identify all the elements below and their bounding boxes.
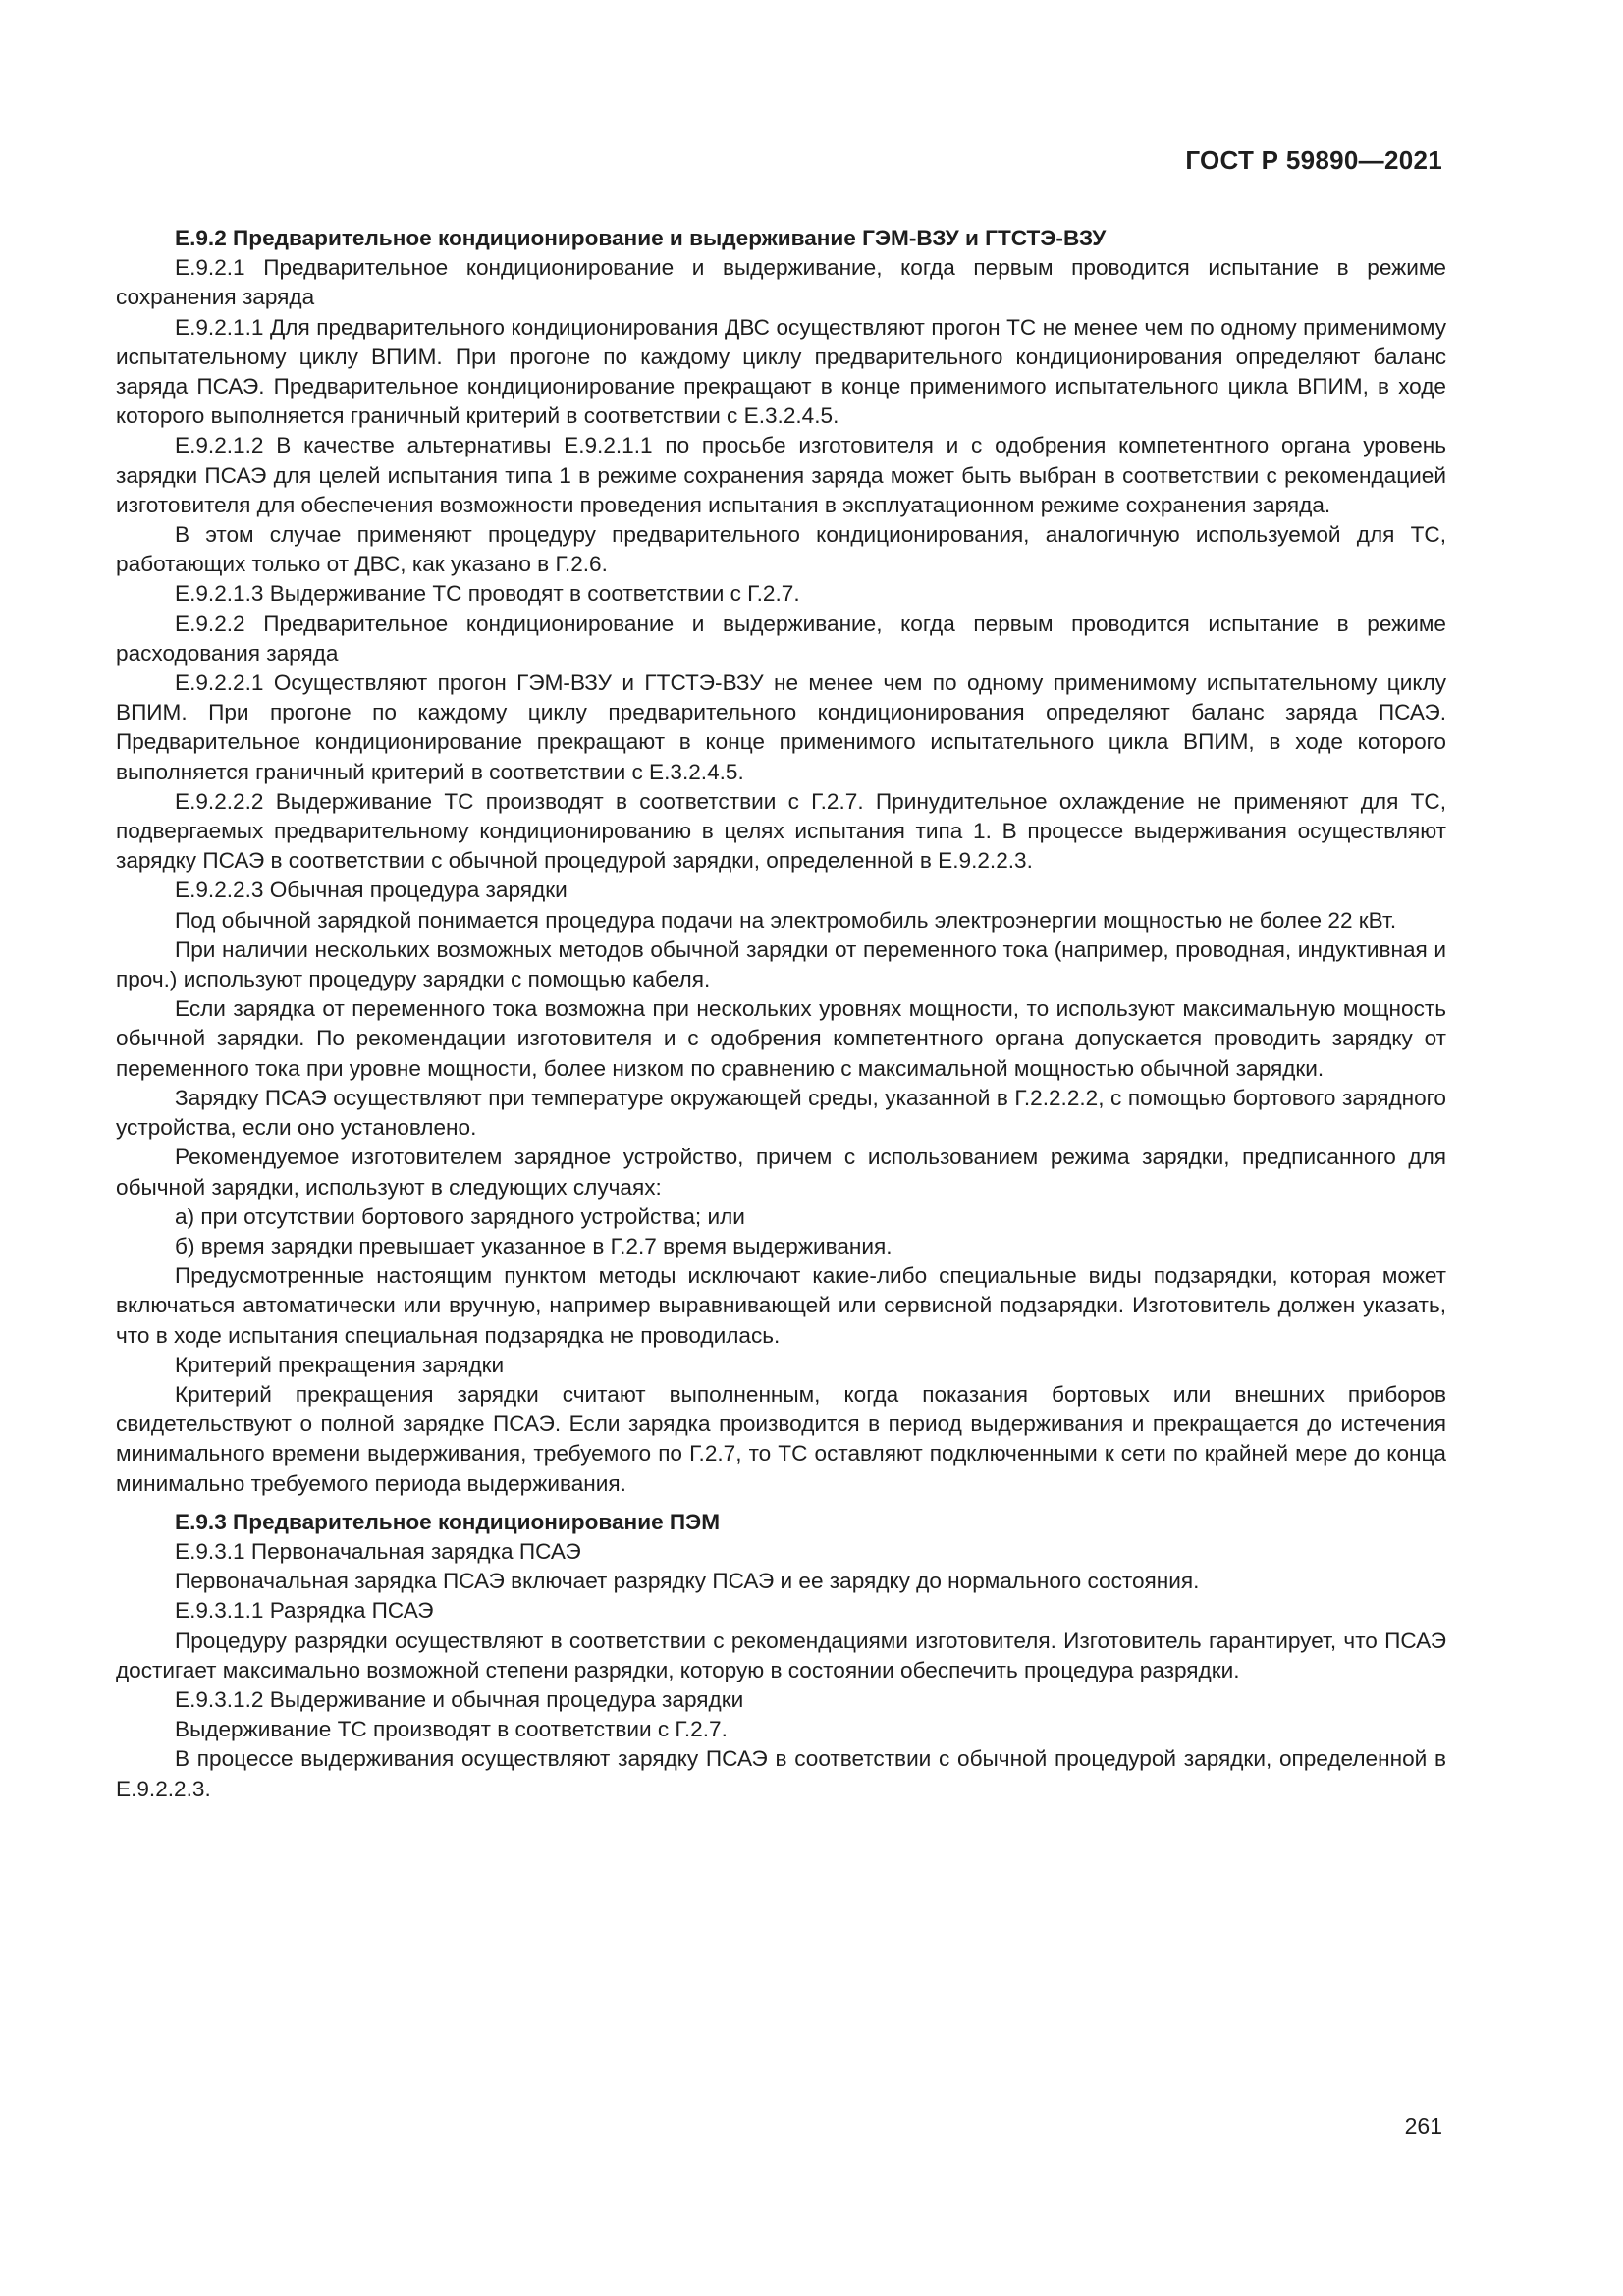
paragraph: Е.9.2.1 Предварительное кондиционирование и выдерживание, когда первым проводится испытание в режиме сохранения заряда [116, 255, 1446, 310]
paragraph: Е.9.2.2.1 Осуществляют прогон ГЭМ-ВЗУ и ГТСТЭ-ВЗУ не менее чем по одному применимому испытательному циклу ВПИМ. При прогоне по каждому циклу предварительного кондиционирования определяют баланс заряда ПСАЭ. Предварительное кондиционирование прекращают в конце применимого испытательного цикла ВПИМ, в ходе которого выполняется граничный критерий в соответствии с Е.3.2.4.5. [116, 670, 1446, 784]
paragraph: Е.9.2.2.2 Выдерживание ТС производят в соответствии с Г.2.7. Принудительное охлаждение не применяют для ТС, подвергаемых предварительному кондиционированию в целях испытания типа 1. В процессе выдерживания осуществляют зарядку ПСАЭ в соответствии с обычной процедурой зарядки, определенной в Е.9.2.2.3. [116, 788, 1446, 874]
document-body [116, 224, 1446, 1804]
paragraph: Е.9.3.1.2 Выдерживание и обычная процедура зарядки [175, 1686, 744, 1712]
paragraph: Е.9.2.1.3 Выдерживание ТС проводят в соответствии с Г.2.7. [175, 581, 800, 607]
paragraph: Е.9.2.1.1 Для предварительного кондиционирования ДВС осуществляют прогон ТС не менее чем по одному применимому испытательному циклу ВПИМ. При прогоне по каждому циклу предварительного кондиционирования определяют баланс заряда ПСАЭ. Предварительное кондиционирование прекращают в конце применимого испытательного цикла ВПИМ, в ходе которого выполняется граничный критерий в соответствии с Е.3.2.4.5. [116, 314, 1446, 429]
paragraph: Выдерживание ТС производят в соответствии с Г.2.7. [175, 1717, 728, 1742]
paragraph: При наличии нескольких возможных методов обычной зарядки от переменного тока (например, проводная, индуктивная и проч.) используют процедуру зарядки с помощью кабеля. [116, 936, 1446, 992]
paragraph: Е.9.3.1.1 Разрядка ПСАЭ [175, 1598, 434, 1624]
paragraph: б) время зарядки превышает указанное в Г.2.7 время выдерживания. [175, 1233, 893, 1258]
paragraph: Предусмотренные настоящим пунктом методы исключают какие-либо специальные виды подзарядки, которая может включаться автоматически или вручную, например выравнивающей или сервисной подзарядки. Изготовитель должен указать, что в ходе испытания специальная подзарядка не проводилась. [116, 1263, 1446, 1348]
paragraph: Е.9.2.2 Предварительное кондиционирование и выдерживание, когда первым проводится испытание в режиме расходования заряда [116, 611, 1446, 666]
section-heading: Е.9.3 Предварительное кондиционирование ПЭМ [175, 1509, 721, 1534]
section-heading: Е.9.2 Предварительное кондиционирование и выдерживание ГЭМ-ВЗУ и ГТСТЭ-ВЗУ [175, 226, 1107, 250]
paragraph: Е.9.3.1 Первоначальная зарядка ПСАЭ [175, 1538, 581, 1564]
paragraph: Под обычной зарядкой понимается процедура подачи на электромобиль электроэнергии мощностью не более 22 кВт. [175, 907, 1397, 933]
paragraph: Е.9.2.2.3 Обычная процедура зарядки [175, 878, 568, 903]
paragraph: Рекомендуемое изготовителем зарядное устройство, причем с использованием режима зарядки, предписанного для обычной зарядки, используют в следующих случаях: [116, 1145, 1446, 1200]
paragraph: В этом случае применяют процедуру предварительного кондиционирования, аналогичную используемой для ТС, работающих только от ДВС, как указано в Г.2.6. [116, 522, 1446, 577]
paragraph: Процедуру разрядки осуществляют в соответствии с рекомендациями изготовителя. Изготовитель гарантирует, что ПСАЭ достигает максимально возможной степени разрядки, которую в состоянии обеспечить процедура разрядки. [116, 1628, 1446, 1682]
paragraph: Если зарядка от переменного тока возможна при нескольких уровнях мощности, то используют максимальную мощность обычной зарядки. По рекомендации изготовителя и с одобрения компетентного органа допускается проводить зарядку от переменного тока при уровне мощности, более низком по сравнению с максимальной мощностью обычной зарядки. [116, 996, 1446, 1081]
paragraph: Первоначальная зарядка ПСАЭ включает разрядку ПСАЭ и ее зарядку до нормального состояния. [175, 1569, 1200, 1594]
paragraph: Критерий прекращения зарядки [175, 1352, 505, 1377]
paragraph: Зарядку ПСАЭ осуществляют при температуре окружающей среды, указанной в Г.2.2.2.2, с помощью бортового зарядного устройства, если оно установлено. [116, 1085, 1446, 1141]
paragraph: а) при отсутствии бортового зарядного устройства; или [175, 1203, 745, 1229]
paragraph: Критерий прекращения зарядки считают выполненным, когда показания бортовых или внешних приборов свидетельствуют о полной зарядке ПСАЭ. Если зарядка производится в период выдерживания и прекращается до истечения минимального времени выдерживания, требуемого по Г.2.7, то ТС оставляют подключенными к сети по крайней мере до конца минимально требуемого периода выдерживания. [116, 1381, 1446, 1496]
page-number: 261 [1404, 2113, 1442, 2139]
paragraph: В процессе выдерживания осуществляют зарядку ПСАЭ в соответствии с обычной процедурой зарядки, определенной в Е.9.2.2.3. [116, 1746, 1446, 1801]
standard-designation: ГОСТ Р 59890—2021 [1185, 145, 1442, 175]
paragraph: Е.9.2.1.2 В качестве альтернативы Е.9.2.1.1 по просьбе изготовителя и с одобрения компетентного органа уровень зарядки ПСАЭ для целей испытания типа 1 в режиме сохранения заряда может быть выбран в соответствии с рекомендацией изготовителя для обеспечения возможности проведения испытания в эксплуатационном режиме сохранения заряда. [116, 433, 1446, 517]
